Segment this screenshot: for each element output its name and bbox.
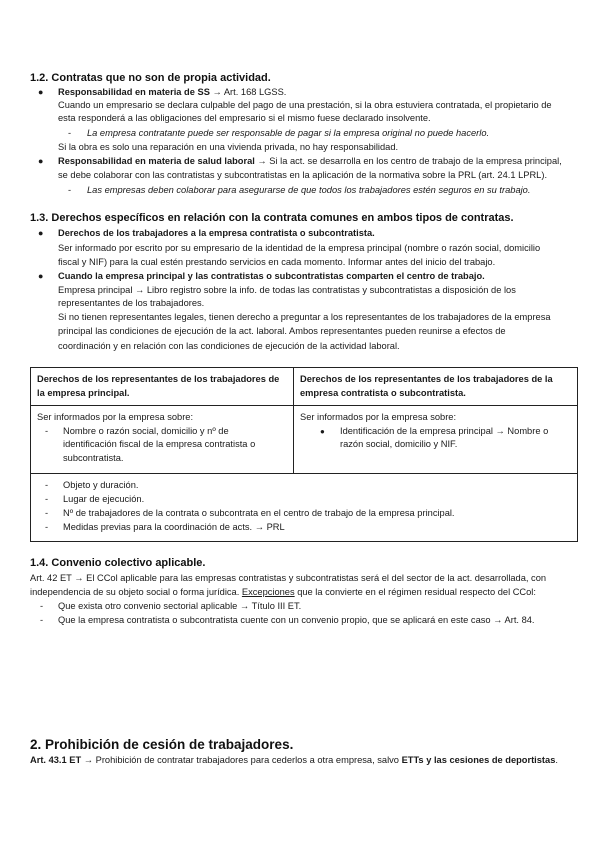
- paragraph-line: se debe colaborar con las contratistas y subcontratistas en la aplicación de la normativa sobre la PRL (art. 24.1 LPRL).: [58, 170, 548, 180]
- paragraph-line: Ser informado por escrito por su empresario de la identidad de la empresa principal (nombre o razón social, domicilio: [58, 243, 541, 253]
- text: → Art. 168 LGSS.: [209, 87, 287, 97]
- table-header-cell: [294, 368, 578, 406]
- paragraph-line: esta responderá a las obligaciones del empresario si el mismo fuese declarado insolvente.: [58, 113, 431, 123]
- s12-bullet-1: [58, 87, 286, 97]
- bold-text: ETTs: [401, 755, 424, 765]
- dash-icon: -: [45, 522, 49, 532]
- dash-icon: -: [45, 425, 49, 436]
- paragraph-line: Si la obra es solo una reparación en una vivienda privada, no hay responsabilidad.: [58, 142, 399, 152]
- list-item: [37, 492, 571, 506]
- list-item: [37, 506, 571, 520]
- list-item: [37, 425, 287, 466]
- dash-icon: -: [45, 508, 49, 518]
- dash-icon: -: [68, 185, 72, 195]
- table-cell: [294, 406, 578, 474]
- bullet-icon: ●: [38, 87, 44, 97]
- s13-bullet-2: Cuando la empresa principal y las contratistas o subcontratistas comparten el centro de trabajo.: [58, 271, 485, 281]
- italic-note: La empresa contratante puede ser responsable de pagar si la empresa original no puede hacerlo.: [87, 128, 490, 138]
- text: Nombre o razón social, domicilio y nº de: [63, 425, 229, 436]
- representatives-rights-table: [30, 367, 578, 542]
- paragraph-line: representantes de los trabajadores.: [58, 298, 205, 308]
- bullet-icon: ●: [320, 426, 325, 436]
- underlined-text: Excepciones: [241, 587, 295, 597]
- bullet-icon: ●: [38, 156, 44, 166]
- paragraph-line: Cuando un empresario se declara culpable del pago de una prestación, si la obra estuviera contratada, el propietario de: [58, 100, 552, 110]
- text: Objeto y duración.: [63, 480, 139, 490]
- paragraph-line: Si no tienen representantes legales, tienen derecho a preguntar a los representantes de los trabajadores de la empresa: [58, 312, 551, 322]
- text: identificación fiscal de la empresa contratista o: [63, 439, 256, 449]
- paragraph-line: Empresa principal → Libro registro sobre la info. de todas las contratistas y subcontratistas a disposición de los: [58, 285, 516, 295]
- dash-icon: -: [45, 480, 49, 490]
- bold-text: Art. 43.1 ET: [30, 755, 82, 765]
- dash-icon: -: [68, 128, 72, 138]
- list-item: Que exista otro convenio sectorial aplicable → Título III ET.: [58, 601, 302, 611]
- paragraph-line: [30, 587, 536, 597]
- text: → Prohibición de contratar trabajadores para cederlos a otra empresa, salvo: [81, 755, 402, 765]
- paragraph-line: fiscal y NIF) para la cual estén prestando servicios en cada momento. Informar antes del inicio del trabajo.: [58, 257, 496, 267]
- dash-icon: -: [45, 494, 49, 504]
- paragraph-line: [30, 755, 558, 765]
- bold-text: y las cesiones de deportistas: [423, 755, 556, 765]
- text: Ser informados por la empresa sobre:: [37, 412, 194, 422]
- list-item: [37, 520, 571, 534]
- italic-note: Las empresas deben colaborar para asegurarse de que todos los trabajadores estén seguros en su trabajo.: [87, 185, 531, 195]
- paragraph-line: principal las condiciones de ejecución de la act. laboral. Ambos representantes pueden reunirse a efectos de: [58, 326, 506, 336]
- text: .: [555, 755, 558, 765]
- text: Derechos de los representantes de los trabajadores de: [37, 374, 280, 384]
- s12-bullet-2: [58, 156, 562, 166]
- text: que la convierte en el régimen residual respecto del CCol:: [294, 587, 536, 597]
- heading-2: 2. Prohibición de cesión de trabajadores.: [30, 737, 294, 752]
- text: Derechos de los representantes de los trabajadores de la: [300, 374, 553, 384]
- list-item: [37, 478, 571, 492]
- s13-bullet-1: Derechos de los trabajadores a la empresa contratista o subcontratista.: [58, 228, 375, 238]
- table-cell: [31, 474, 578, 542]
- heading-1-2: 1.2. Contratas que no son de propia actividad.: [30, 72, 271, 84]
- text: Ser informados por la empresa sobre:: [300, 412, 457, 422]
- heading-1-3: 1.3. Derechos específicos en relación con la contrata comunes en ambos tipos de contratas.: [30, 212, 514, 224]
- text: independencia de su objeto social o forma jurídica.: [30, 587, 242, 597]
- text: Nº de trabajadores de la contrata o subcontrata en el centro de trabajo de la empresa principal.: [63, 508, 455, 518]
- text: Medidas previas para la coordinación de acts. → PRL: [63, 522, 285, 532]
- dash-icon: -: [40, 601, 44, 611]
- text: empresa contratista o subcontratista.: [300, 387, 466, 398]
- text: subcontratista.: [63, 452, 124, 463]
- bullet-icon: ●: [38, 271, 44, 281]
- bullet-icon: ●: [38, 228, 44, 238]
- paragraph-line: Art. 42 ET → El CCol aplicable para las empresas contratistas y subcontratistas será el del sector de la act. desarrollada, con: [30, 573, 547, 583]
- list-item: Que la empresa contratista o subcontratista cuente con un convenio propio, que se aplicará en este caso → Art. 84.: [58, 615, 535, 625]
- text: Identificación de la empresa principal → Nombre o: [340, 425, 549, 436]
- table-cell: [31, 406, 294, 474]
- heading-1-4: 1.4. Convenio colectivo aplicable.: [30, 557, 206, 569]
- table-header-cell: [31, 368, 294, 406]
- text: la empresa principal.: [37, 387, 130, 398]
- bold-text: Responsabilidad en materia de SS: [58, 87, 210, 97]
- bold-text: Responsabilidad en materia de salud laboral: [58, 156, 255, 166]
- dash-icon: -: [40, 615, 44, 625]
- text: razón social, domicilio y NIF.: [340, 439, 458, 449]
- list-item: [300, 425, 571, 452]
- paragraph-line: coordinación y en relación con las condiciones de ejecución de la actividad laboral.: [58, 341, 400, 351]
- text: Lugar de ejecución.: [63, 494, 145, 504]
- text: → Si la act. se desarrolla en los centro de trabajo de la empresa principal,: [254, 156, 562, 166]
